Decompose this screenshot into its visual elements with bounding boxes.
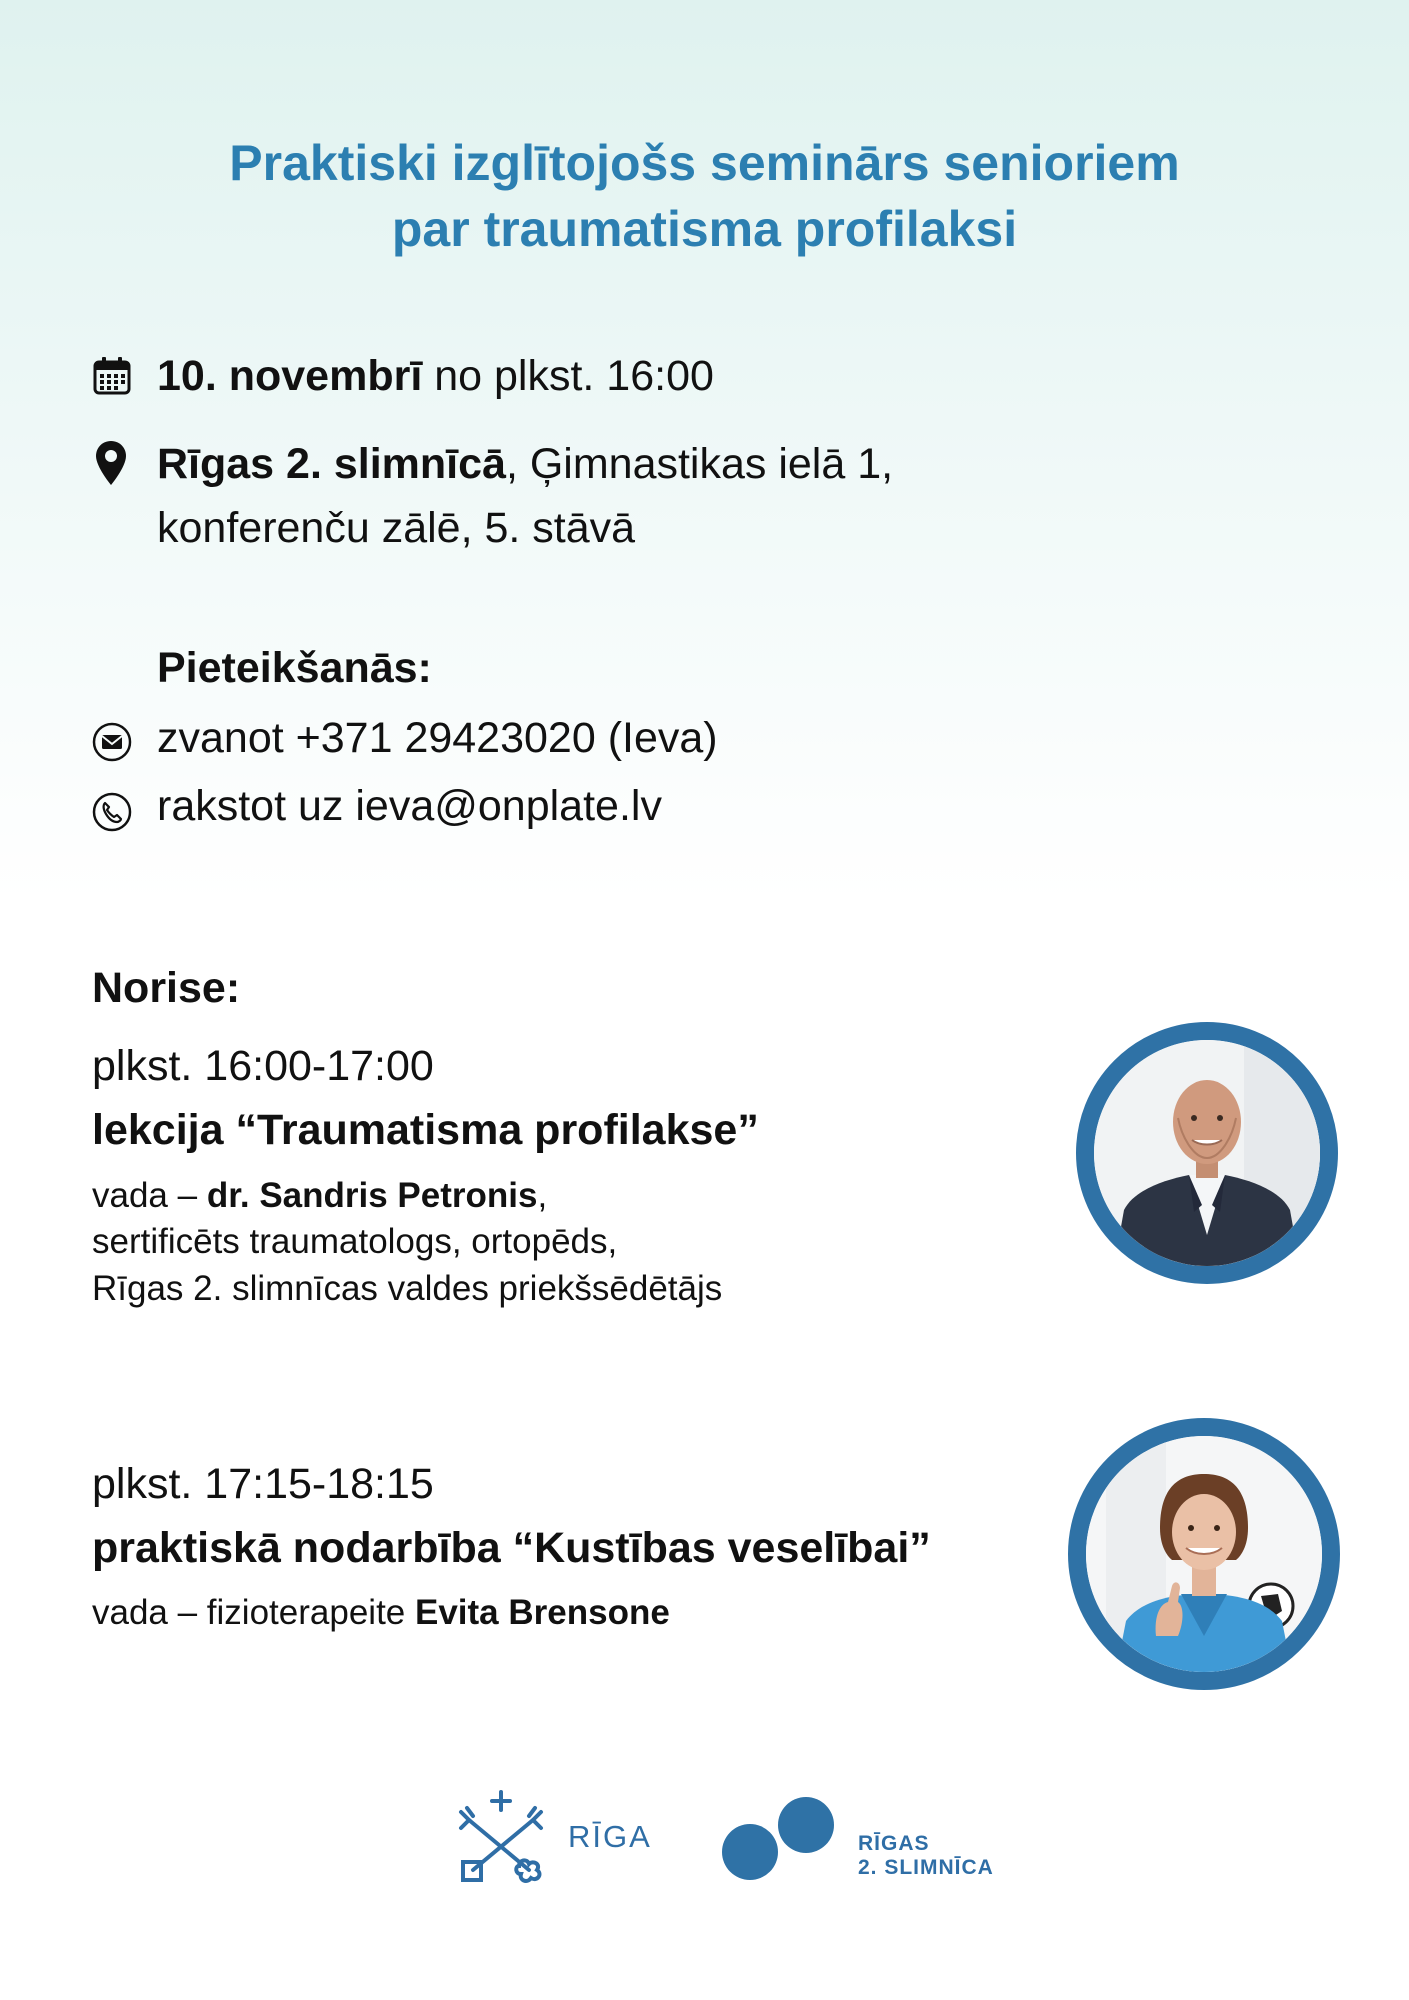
speaker1-photo — [1076, 1022, 1338, 1284]
title-line-1: Praktiski izglītojošs seminārs senioriem — [229, 135, 1180, 191]
session1-desc-line1: sertificēts traumatologs, ortopēds, — [92, 1222, 618, 1261]
location-line-2: konferenču zālē, 5. stāvā — [157, 504, 636, 552]
session2-lead-name: Evita Brensone — [414, 1593, 670, 1632]
location-rest: , Ģimnastikas ielā 1, — [505, 440, 894, 488]
hospital-logo-line2: 2. SLIMNĪCA — [858, 1856, 994, 1879]
speaker2-portrait — [1086, 1436, 1322, 1672]
title-line-2: par traumatisma profilaksi — [391, 201, 1018, 257]
session1-title: lekcija “Traumatisma profilakse” — [92, 1106, 759, 1154]
map-pin-icon — [95, 440, 127, 486]
event-date-rest: no plkst. 16:00 — [422, 352, 714, 400]
phone-icon — [92, 792, 132, 832]
registration-heading: Pieteikšanās: — [157, 644, 432, 692]
event-date — [157, 350, 714, 402]
speaker2-photo — [1068, 1418, 1340, 1690]
riga-logo-text: RĪGA — [568, 1819, 652, 1854]
riga-coat-of-arms-icon — [455, 1790, 547, 1886]
event-location — [157, 438, 893, 490]
speaker1-portrait — [1094, 1040, 1320, 1266]
session1-lead-prefix: vada – — [92, 1176, 207, 1215]
session2-lead-prefix: vada – fizioterapeite — [92, 1593, 415, 1632]
session1-lead — [92, 1173, 547, 1219]
calendar-icon — [92, 356, 132, 396]
session2-lead — [92, 1590, 670, 1636]
session2-time: plkst. 17:15-18:15 — [92, 1460, 434, 1508]
registration-phone[interactable]: zvanot +371 29423020 (Ieva) — [157, 714, 718, 762]
envelope-icon — [92, 722, 132, 762]
session1-lead-suffix: , — [537, 1176, 548, 1215]
event-date-bold: 10. novembrī — [157, 352, 423, 400]
hospital-logo-icon — [720, 1795, 840, 1881]
session2-title: praktiskā nodarbība “Kustības veselībai” — [92, 1524, 931, 1572]
session1-desc-line2: Rīgas 2. slimnīcas valdes priekšsēdētājs — [92, 1269, 723, 1308]
registration-email[interactable]: rakstot uz ieva@onplate.lv — [157, 782, 662, 830]
location-bold: Rīgas 2. slimnīcā — [157, 440, 506, 488]
hospital-logo-line1: RĪGAS — [858, 1832, 930, 1855]
session1-lead-name: dr. Sandris Petronis — [206, 1176, 538, 1215]
program-heading: Norise: — [92, 964, 241, 1012]
page-title — [0, 130, 1409, 262]
hospital-logo-text — [858, 1832, 994, 1880]
session1-time: plkst. 16:00-17:00 — [92, 1042, 434, 1090]
